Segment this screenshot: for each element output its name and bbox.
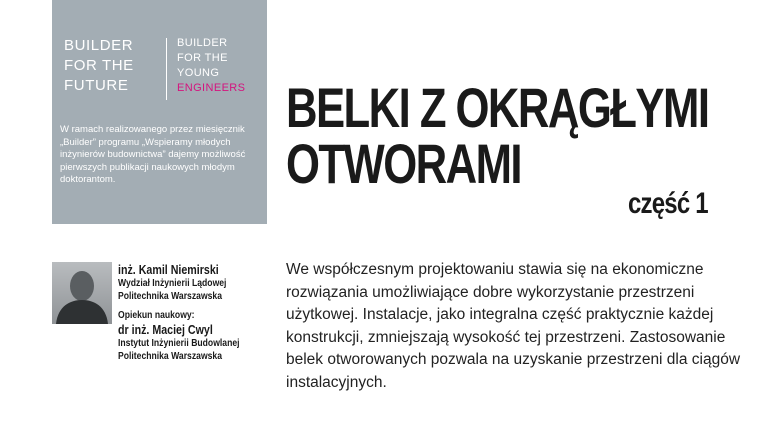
- logo-line: FOR THE: [64, 57, 134, 74]
- article-title: [286, 76, 709, 195]
- author-name: inż. Kamil Niemirski: [118, 262, 219, 277]
- builder-future-logo: [64, 36, 164, 96]
- logo-line: BUILDER: [177, 37, 228, 49]
- author-photo: [52, 262, 112, 324]
- supervisor-university: Politechnika Warszawska: [118, 350, 223, 362]
- supervisor-label: Opiekun naukowy:: [118, 309, 195, 321]
- article-intro: We współczesnym projektowaniu stawia się na ekonomiczne rozwiązania umożliwiające dobre wykorzystanie przestrzeni użytkowej. Instalacje, jako integralna część praktycznie każdej konstrukcji, zmniejszają wysokość tej przestrzeni. Zastosowanie belek otworowanych pozwala na uzyskanie przestrzeni dla ciągów instalacyjnych.: [286, 261, 741, 391]
- logo-line-accent: ENGINEERS: [177, 82, 246, 94]
- person-icon: [52, 262, 112, 324]
- logo-line: YOUNG: [177, 67, 220, 79]
- logo-divider: [166, 38, 167, 100]
- builder-promo-box: [52, 0, 267, 224]
- young-engineers-logo: [177, 36, 265, 96]
- supervisor-name: dr inż. Maciej Cwyl: [118, 322, 213, 337]
- supervisor-institute: Instytut Inżynierii Budowlanej: [118, 337, 240, 349]
- title-line: OTWORAMI: [286, 132, 521, 195]
- logo-line: BUILDER: [64, 37, 134, 54]
- promo-description: W ramach realizowanego przez miesięcznik „Builder” programu „Wspieramy młodych inżynierów budownictwa” dajemy możliwość pierwszych publikacji naukowych młodym doktorantom.: [60, 124, 246, 185]
- author-faculty: Wydział Inżynierii Lądowej: [118, 277, 227, 289]
- article-part-label: część 1: [628, 187, 708, 220]
- logo-line: FOR THE: [177, 52, 228, 64]
- title-line: BELKI Z OKRĄGŁYMI: [286, 76, 709, 139]
- author-block: [118, 262, 288, 363]
- author-university: Politechnika Warszawska: [118, 290, 223, 302]
- logo-line: FUTURE: [64, 77, 129, 94]
